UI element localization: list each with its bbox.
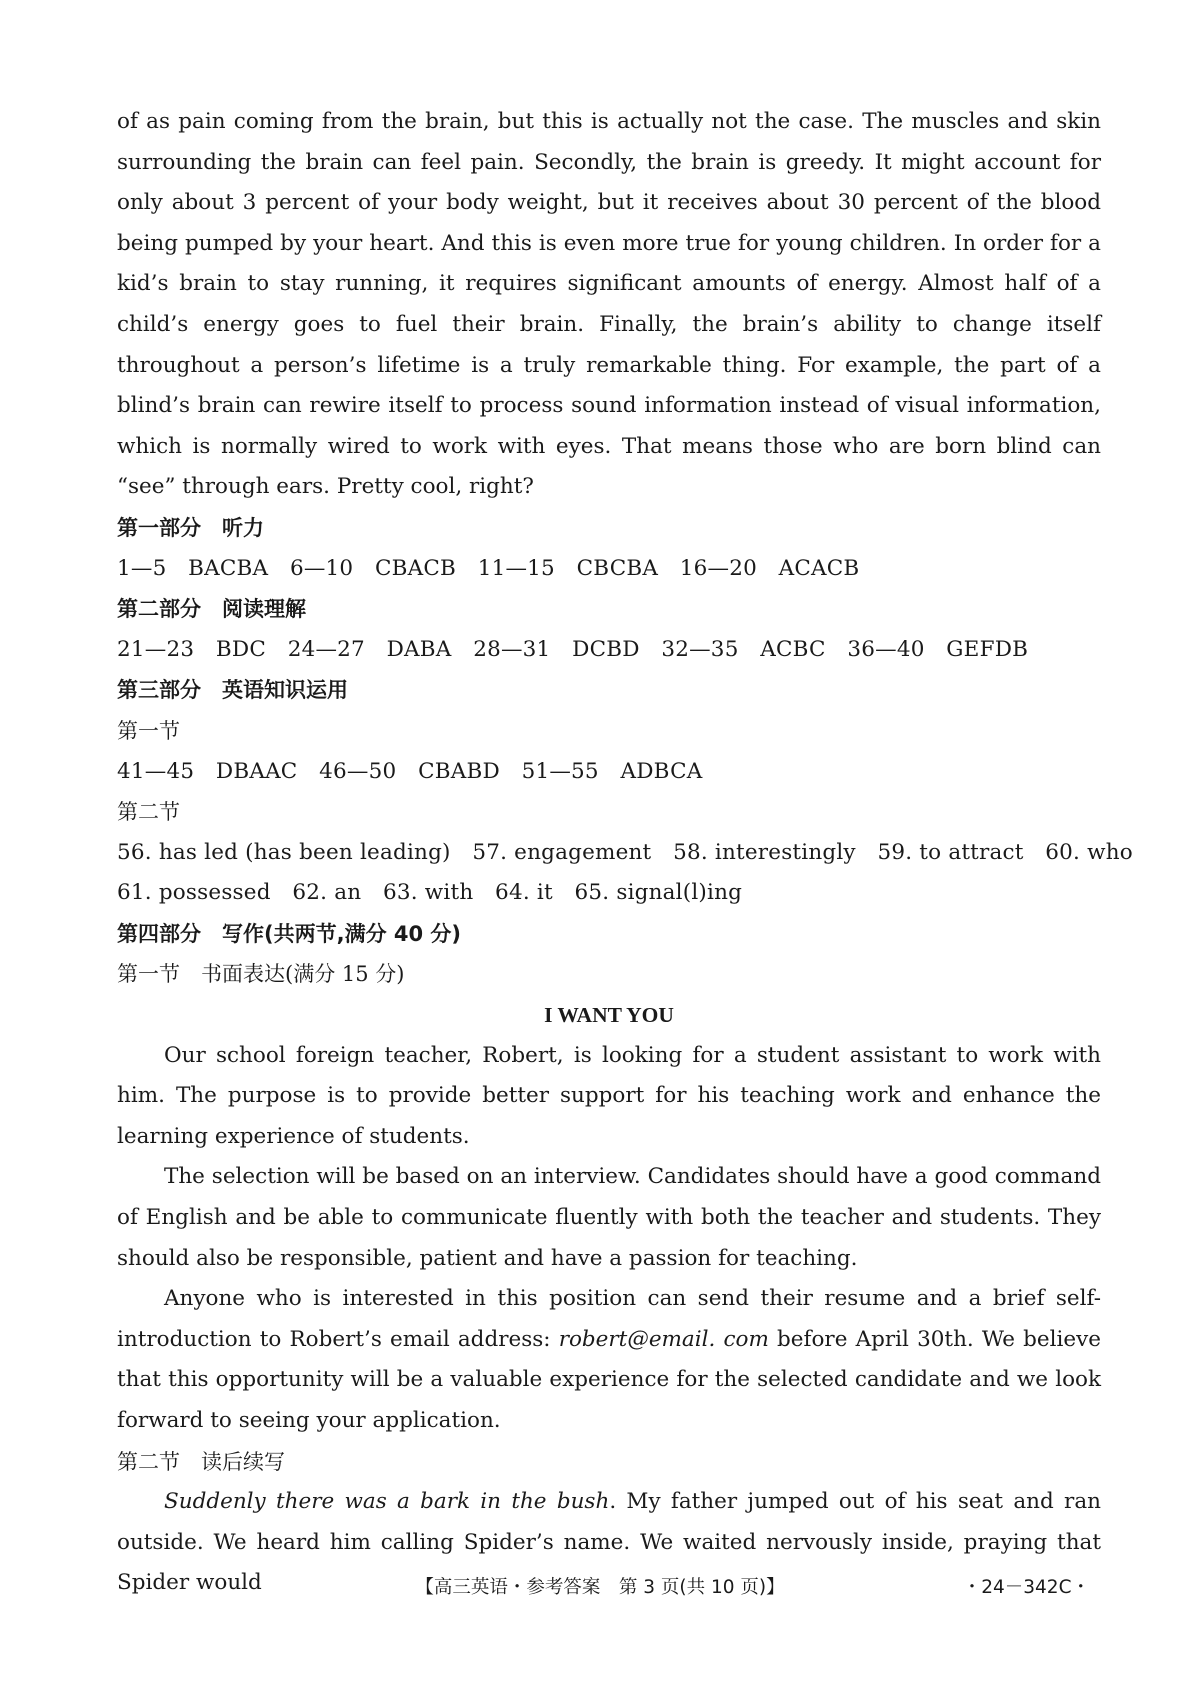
essay-paragraph-2: The selection will be based on an interview. Candidates should have a good command of English and be able to communicate fluently with both the teacher and students. They should also be responsible, patient and have a passion for teaching. — [117, 1164, 1101, 1271]
part3-section1-label: 第一节 — [117, 718, 180, 743]
part4-section1-label: 第一节 书面表达(满分 15 分) — [117, 962, 405, 987]
part4-heading: 第四部分 写作(共两节,满分 40 分) — [117, 921, 462, 946]
footer-page-info: 【高三英语・参考答案 第 3 页(共 10 页)】 — [415, 1577, 785, 1598]
part2-heading: 第二部分 阅读理解 — [117, 597, 306, 622]
page-footer — [0, 1573, 1200, 1603]
part4-section2-label: 第二节 读后续写 — [117, 1449, 285, 1474]
part3-section2-label: 第二节 — [117, 800, 180, 825]
page-content — [117, 102, 1133, 1604]
continuation-opening-sentence: Suddenly there was a bark in the bush — [164, 1489, 610, 1515]
part2-answers: 21—23 BDC 24—27 DABA 28—31 DCBD 32—35 ACBC 36—40 GEFDB — [117, 636, 1029, 662]
part1-heading: 第一部分 听力 — [117, 515, 264, 540]
essay-paragraph-3-start: Anyone who is interested in this position can send their resume and a brief self-introduction to Robert’s email address: — [117, 1286, 1101, 1352]
footer-code: ・24－342C・ — [962, 1577, 1090, 1598]
intro-paragraph: of as pain coming from the brain, but this is actually not the case. The muscles and skin surrounding the brain can feel pain. Secondly, the brain is greedy. It might account for only about 3 percent of your body weight, but it receives about 30 percent of the blood being pumped by your heart. And this is even more true for young children. In order for a kid’s brain to stay running, it requires significant amounts of energy. Almost half of a child’s energy goes to fuel their brain. Finally, the brain’s ability to change itself throughout a person’s lifetime is a truly remarkable thing. For example, the part of a blind’s brain can rewire itself to process sound information instead of visual information, which is normally wired to work with eyes. That means those who are born blind can “see” through ears. Pretty cool, right? — [117, 109, 1101, 500]
essay-title: I WANT YOU — [544, 1003, 674, 1028]
part3-heading: 第三部分 英语知识运用 — [117, 678, 348, 703]
email-address: robert@email. com — [558, 1326, 769, 1352]
part3-section2-line1: 56. has led (has been leading) 57. engagement 58. interestingly 59. to attract 60. who — [117, 839, 1133, 865]
essay-paragraph-3 — [117, 1279, 1101, 1441]
part1-answers: 1—5 BACBA 6—10 CBACB 11—15 CBCBA 16—20 ACACB — [117, 555, 860, 581]
continuation-text: . My father jumped out of his seat and ran outside. We heard him calling Spider’s name. We waited nervously inside, praying that Spider would — [117, 1489, 1101, 1596]
part3-section1-answers: 41—45 DBAAC 46—50 CBABD 51—55 ADBCA — [117, 758, 703, 784]
part3-section2-line2: 61. possessed 62. an 63. with 64. it 65. signal(l)ing — [117, 880, 743, 906]
essay-paragraph-3-end: before April 30th. We believe that this opportunity will be a valuable experience for the selected candidate and we look forward to seeing your application. — [117, 1326, 1101, 1433]
essay-paragraph-1: Our school foreign teacher, Robert, is looking for a student assistant to work with him. The purpose is to provide better support for his teaching work and enhance the learning experience of students. — [117, 1042, 1101, 1149]
